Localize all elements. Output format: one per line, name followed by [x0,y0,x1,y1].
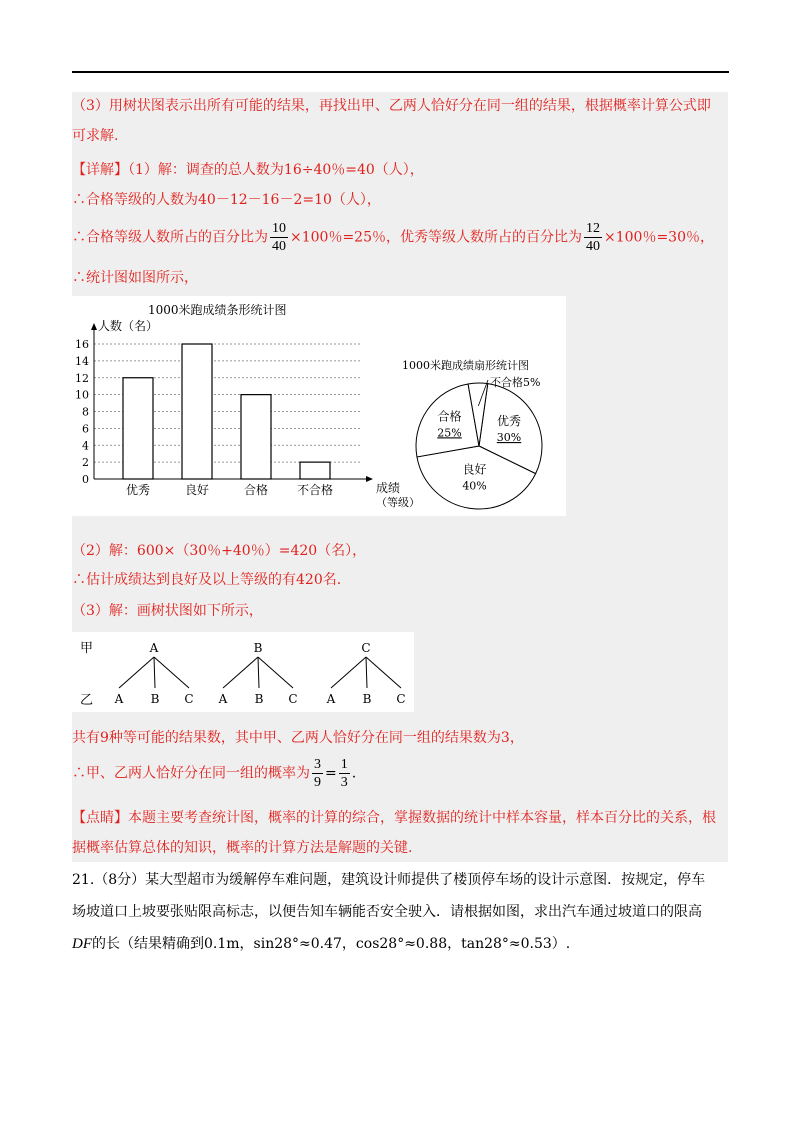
pct-mid-2: ×100％=30％， [604,229,714,246]
tree-branch [223,657,258,688]
outcomes-line: 共有9种等可能的结果数，其中甲、乙两人恰好分在同一组的结果数为3， [72,730,524,746]
bar-category-label: 合格 [243,483,269,497]
fraction-denominator: 40 [586,239,600,254]
prob-prefix: ∴甲、乙两人恰好分在同一组的概率为 [72,765,310,782]
bar-ytick-label: 16 [75,338,89,351]
fraction-denominator: 9 [314,775,321,790]
fraction-numerator: 10 [272,221,286,236]
pct-prefix: ∴合格等级人数所占的百分比为 [72,229,268,246]
charts-svg [72,296,566,516]
tree-root-node: A [149,641,159,655]
bar-ytick-label: 10 [75,388,89,402]
bar-ytick-label: 14 [75,354,89,368]
question-21-line-2: 场坡道口上坡要张贴限高标志，以便告知车辆能否安全驶入．请根据如图，求出汽车通过坡道口的限高 [72,904,702,920]
bar-category-label: 良好 [184,483,210,497]
tree-row-label-jia: 甲 [80,641,94,656]
pie-value-label: 30% [496,431,522,445]
prob-suffix: . [351,765,357,782]
bar-ytick-label: 2 [82,456,89,470]
tree-branch [366,657,401,688]
tree-leaf-node: B [362,692,372,706]
tree-branch [258,657,259,688]
pie-value-label: 不合格5% [490,376,541,389]
bar-ytick-label: 8 [82,405,89,419]
bar-y-axis-arrow [91,323,97,330]
tree-svg [72,632,414,712]
bar-chart-ylabel: 人数（名） [98,319,159,333]
fraction-numerator: 1 [340,757,348,772]
bar-chart-title: 1000米跑成绩条形统计图 [148,303,287,317]
fraction-3-9 [312,756,323,791]
bar-ytick-label: 0 [82,473,89,486]
charts-figure [72,296,566,516]
part2-conclusion: ∴估计成绩达到良好及以上等级的有420名. [72,572,342,588]
tree-leaf-node: A [114,692,124,706]
tree-root-node: C [361,641,371,655]
part3-hint: （3）用树状图表示出所有可能的结果，再找出甲、乙两人恰好分在同一组的结果，根据概率计算公式即 [72,98,711,114]
tree-leaf-node: A [326,692,336,706]
question-21-text: 的长（结果精确到0.1m，sin28°≈0.47，cos28°≈0.88，tan28°≈0.53）. [92,936,571,952]
tree-leaf-node: A [218,692,228,706]
qualified-count-line: ∴合格等级的人数为40－12－16－2=10（人）， [72,192,381,208]
comment-line-1 [72,808,716,828]
bar-chart-xlabel: 成绩 [376,481,401,495]
tree-branch [366,657,367,688]
tree-diagram [72,632,414,712]
bar-chart-xlabel-unit: （等级） [376,496,420,509]
tree-row-label-yi: 乙 [80,693,94,708]
pie-label: 优秀 [497,414,522,429]
tree-branch [258,657,293,688]
comment-text: 本题主要考查统计图，概率的计算的综合，掌握数据的统计中样本容量，样本百分比的关系，根 [128,810,716,826]
tree-leaf-node: C [184,692,194,706]
bar-x-axis-arrow [366,476,373,482]
tree-root-node: B [253,641,263,655]
bar-ytick-label: 4 [82,439,89,453]
pie-label: 合格 [437,409,462,424]
tree-branch [331,657,366,688]
fraction-10-40 [270,220,288,255]
comment-tag: 【点睛】 [72,810,128,826]
bar-chart [75,302,420,509]
fraction-numerator: 12 [586,221,600,236]
bar-category-label: 不合格 [296,483,334,497]
part3-start: （3）解：画树状图如下所示， [72,603,263,619]
fraction-denominator: 40 [272,239,286,254]
pie-value-label: 25% [437,426,462,440]
bar-ytick-label: 6 [82,422,89,436]
bar-category-label: 优秀 [125,483,151,497]
pie-value-label: 40% [462,479,487,493]
question-21-line-3 [72,934,570,954]
detail-text: （1）解：调查的总人数为16÷40％=40（人）， [128,162,424,178]
tree-branch [154,657,189,688]
part2-line: （2）解：600×（30％+40％）=420（名）， [72,543,367,559]
fraction-denominator: 3 [340,775,348,790]
percentage-line [72,220,714,255]
detail-line-1 [72,160,424,180]
tree-branch [154,657,155,688]
pie-chart-title: 1000米跑成绩扇形统计图 [402,359,529,372]
segment-df: DF [72,936,92,952]
fraction-numerator: 3 [314,757,321,772]
question-21-line-1: 21.（8分）某大型超市为缓解停车难问题，建筑设计师提供了楼顶停车场的设计示意图．按规定，停车 [72,872,706,888]
tree-leaf-node: C [396,692,406,706]
pct-mid-1: ×100％=25％，优秀等级人数所占的百分比为 [290,229,582,246]
bar [300,462,330,479]
tree-leaf-node: B [254,692,264,706]
tree-leaf-node: C [288,692,298,706]
bar [182,344,212,479]
fraction-12-40 [584,220,602,255]
pie-label: 良好 [462,462,487,477]
tree-branch [119,657,154,688]
bar-ytick-label: 12 [75,371,89,385]
prob-equals: = [325,765,337,782]
detail-tag: 【详解】 [72,162,128,178]
chart-intro: ∴统计图如图所示， [72,270,198,286]
part3-hint-continued: 可求解. [72,128,119,144]
header-rule [72,71,729,73]
tree-branches [114,641,406,706]
bar [123,378,153,479]
comment-line-2: 据概率估算总体的知识，概率的计算方法是解题的关键. [72,840,413,856]
tree-leaf-node: B [150,692,160,706]
fraction-1-3 [339,756,350,791]
pie-chart [402,358,542,509]
bar [241,395,271,479]
probability-line [72,756,356,791]
